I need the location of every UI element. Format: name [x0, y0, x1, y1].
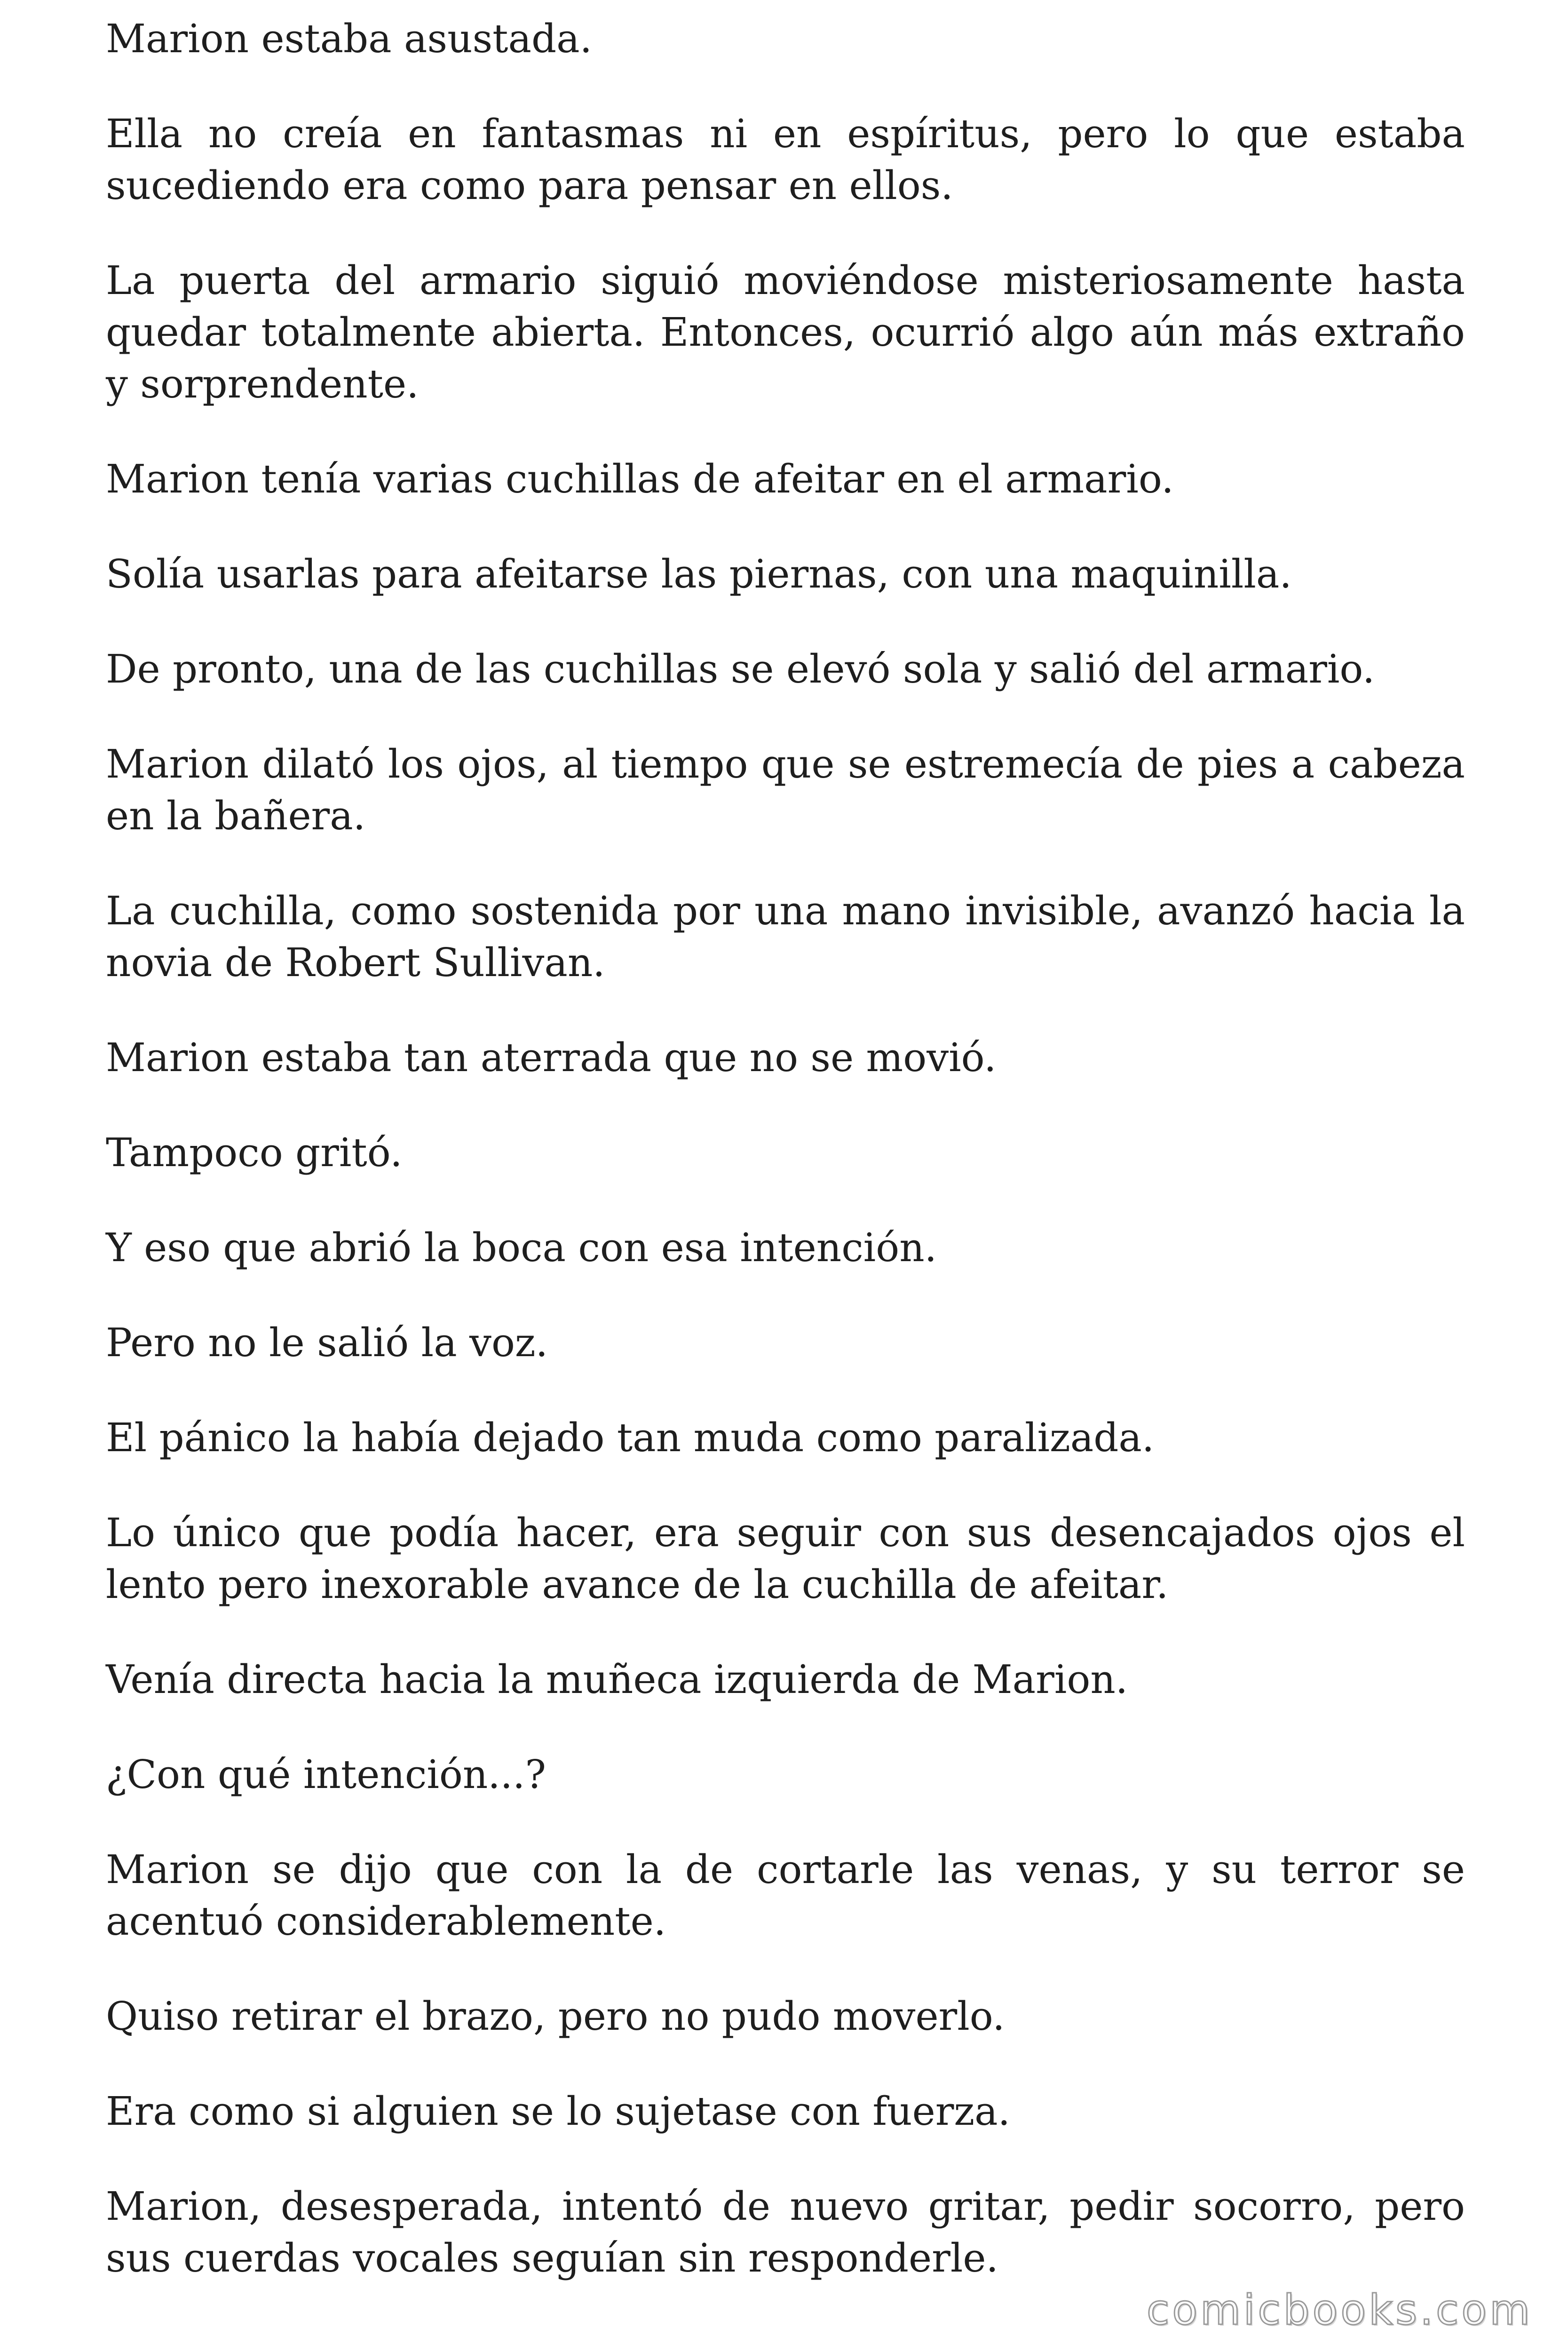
- paragraph: ¿Con qué intención...?: [106, 1752, 546, 1797]
- paragraph: Venía directa hacia la muñeca izquierda de Marion.: [106, 1657, 1128, 1702]
- paragraph: Ella no creía en fantasmas ni en espíritus, pero lo que estaba sucediendo era como para pensar en ellos.: [106, 111, 1465, 208]
- paragraph: Marion se dijo que con la de cortarle las venas, y su terror se acentuó considerablemente.: [106, 1847, 1465, 1944]
- paragraph: Marion, desesperada, intentó de nuevo gritar, pedir socorro, pero sus cuerdas vocales seguían sin responderle.: [106, 2184, 1465, 2281]
- paragraph: La cuchilla, como sostenida por una mano invisible, avanzó hacia la novia de Robert Sullivan.: [106, 888, 1465, 985]
- paragraph: Y eso que abrió la boca con esa intención.: [106, 1225, 937, 1271]
- paragraph: La puerta del armario siguió moviéndose misteriosamente hasta quedar totalmente abierta. Entonces, ocurrió algo aún más extraño y sorprendente.: [106, 258, 1465, 407]
- paragraph: Tampoco gritó.: [106, 1130, 403, 1176]
- paragraph: Marion tenía varias cuchillas de afeitar en el armario.: [106, 456, 1174, 502]
- paragraph: Solía usarlas para afeitarse las piernas, con una maquinilla.: [106, 551, 1292, 597]
- paragraph: Quiso retirar el brazo, pero no pudo moverlo.: [106, 1994, 1005, 2039]
- paragraph: De pronto, una de las cuchillas se elevó sola y salió del armario.: [106, 646, 1375, 692]
- paragraph: El pánico la había dejado tan muda como paralizada.: [106, 1415, 1155, 1461]
- paragraph: Pero no le salió la voz.: [106, 1320, 548, 1366]
- paragraph: Lo único que podía hacer, era seguir con sus desencajados ojos el lento pero inexorable avance de la cuchilla de afeitar.: [106, 1510, 1465, 1607]
- body-text: [106, 13, 1465, 2284]
- paragraph: Marion estaba asustada.: [106, 16, 593, 62]
- watermark: comicbooks.com: [1146, 2286, 1533, 2334]
- paragraph: Marion dilató los ojos, al tiempo que se estremecía de pies a cabeza en la bañera.: [106, 741, 1465, 839]
- paragraph: Era como si alguien se lo sujetase con fuerza.: [106, 2089, 1010, 2134]
- paragraph: Marion estaba tan aterrada que no se movió.: [106, 1035, 997, 1081]
